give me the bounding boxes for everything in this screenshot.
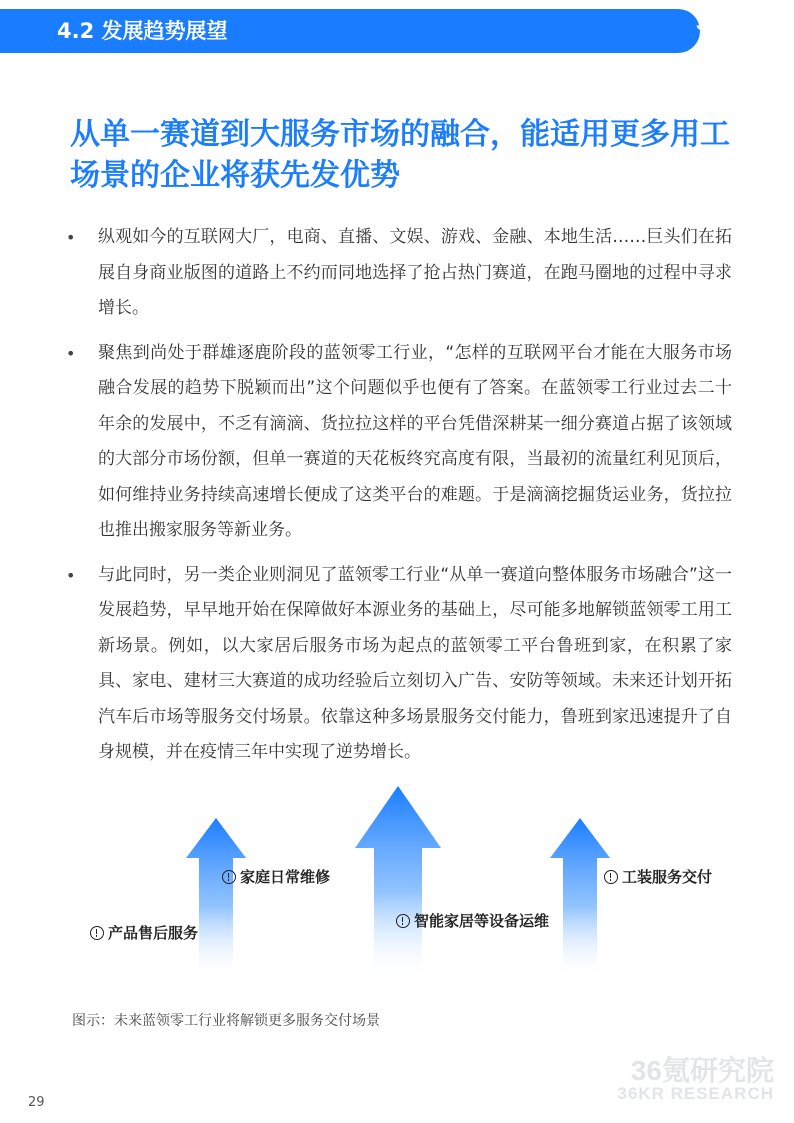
36kr-research-watermark (617, 1056, 774, 1103)
section-title: 4.2 发展趋势展望 (57, 19, 228, 43)
alert-circle-icon (604, 870, 618, 884)
scenario-product-after-sales (90, 922, 198, 943)
alert-circle-icon (396, 914, 410, 928)
page-heading: 从单一赛道到大服务市场的融合，能适用更多用工场景的企业将获先发优势 (70, 117, 730, 193)
bullet-marker: • (66, 343, 76, 363)
scenario-label: 家庭日常维修 (240, 868, 331, 886)
arrows-graphic (0, 780, 794, 1010)
36kr-logo (694, 0, 794, 56)
arrow-center-icon (355, 786, 441, 980)
arrow-right-icon (550, 818, 610, 980)
list-item (64, 336, 732, 549)
figure-caption: 图示：未来蓝领零工行业将解锁更多服务交付场景 (72, 1013, 380, 1029)
alert-circle-icon (222, 870, 236, 884)
bullet-marker: • (66, 565, 76, 585)
watermark-en: 36KR RESEARCH (617, 1084, 774, 1104)
scenario-home-maintenance (222, 866, 330, 887)
alert-circle-icon (90, 926, 104, 940)
list-item (64, 558, 732, 771)
bullet-text: 聚焦到尚处于群雄逐鹿阶段的蓝领零工行业，“怎样的互联网平台才能在大服务市场融合发展的趋势下脱颖而出”这个问题似乎也便有了答案。在蓝领零工行业过去二十年余的发展中，不乏有滴滴、货拉拉这样的平台凭借深耕某一细分赛道占据了该领域的大部分市场份额，但单一赛道的天花板终究高度有限，当最初的流量红利见顶后，如何维持业务持续高速增长便成了这类平台的难题。于是滴滴挖掘货运业务，货拉拉也推出搬家服务等新业务。 (98, 342, 732, 540)
bullet-marker: • (66, 228, 76, 247)
bullet-list (64, 220, 732, 780)
list-item (64, 220, 732, 327)
scenario-label: 智能家居等设备运维 (414, 912, 550, 930)
scenario-label: 产品售后服务 (108, 924, 199, 942)
scenario-smart-home-install (396, 910, 549, 931)
watermark-cn: 36氪研究院 (630, 1055, 774, 1086)
scenario-label: 工装服务交付 (622, 868, 713, 886)
bullet-text: 与此同时，另一类企业则洞见了蓝领零工行业“从单一赛道向整体服务市场融合”这一发展趋势，早早地开始在保障做好本源业务的基础上，尽可能多地解锁蓝领零工用工新场景。例如，以大家居后服务市场为起点的蓝领零工平台鲁班到家，在积累了家具、家电、建材三大赛道的成功经验后立刻切入广告、安防等领域。未来还计划开拓汽车后市场等服务交付场景。依靠这种多场景服务交付能力，鲁班到家迅速提升了自身规模，并在疫情三年中实现了逆势增长。 (98, 564, 732, 762)
scenario-tooling-delivery (604, 866, 712, 887)
bullet-text: 纵观如今的互联网大厂，电商、直播、文娱、游戏、金融、本地生活……巨头们在拓展自身商业版图的道路上不约而同地选择了抢占热门赛道，在跑马圈地的过程中寻求增长。 (98, 227, 732, 318)
page-number: 29 (28, 1095, 45, 1110)
arrow-left-icon (186, 818, 246, 980)
service-scenario-diagram (0, 780, 794, 1010)
svg-text:36: 36 (696, 10, 721, 35)
